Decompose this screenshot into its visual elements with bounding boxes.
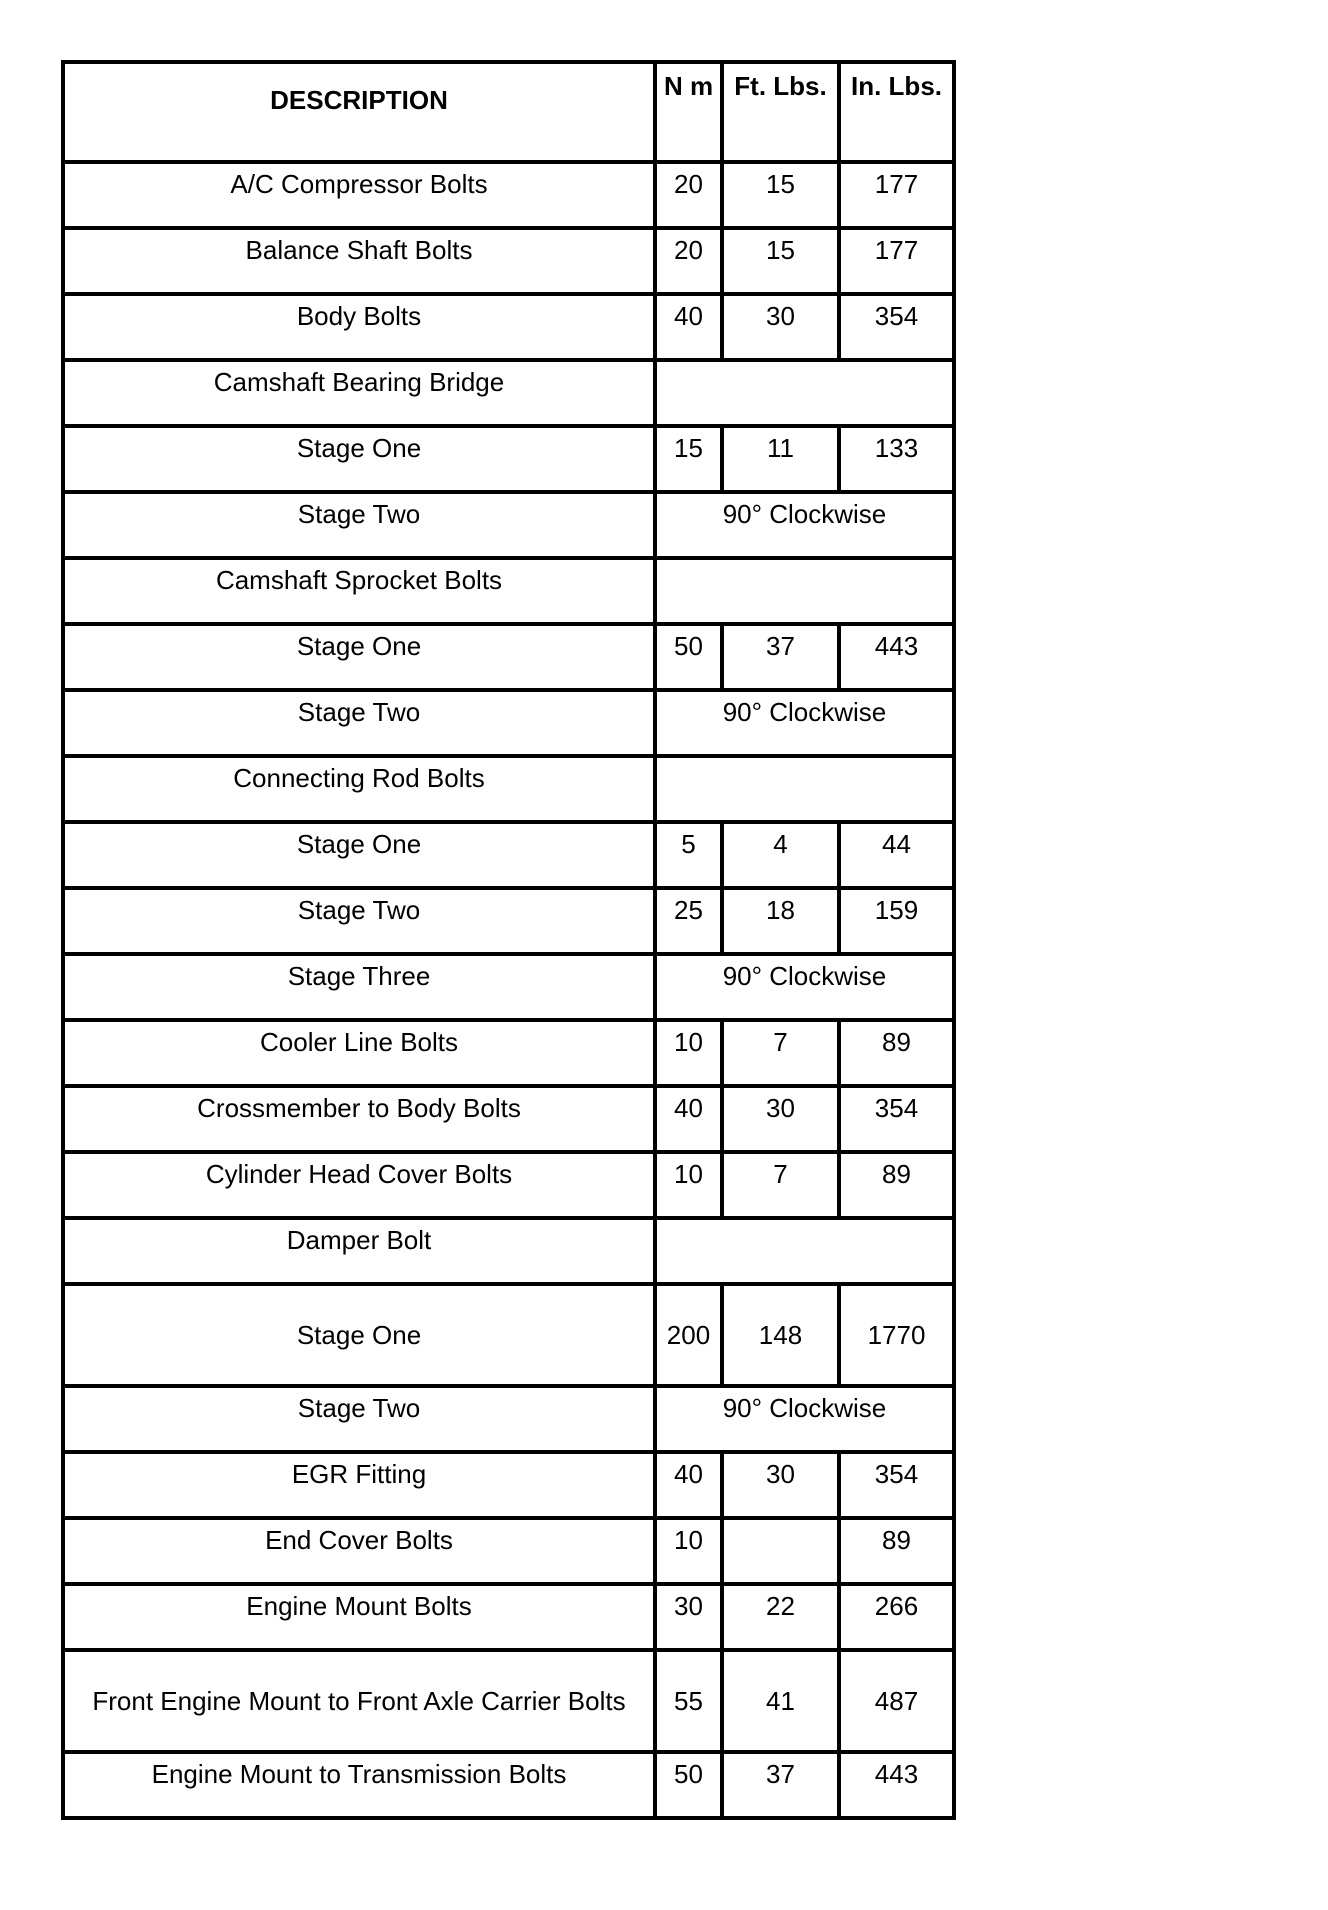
torque-angle-cell: 90° Clockwise bbox=[655, 954, 954, 1020]
description-cell: Stage One bbox=[63, 822, 655, 888]
torque-angle-cell: 90° Clockwise bbox=[655, 1386, 954, 1452]
in-lbs-cell: 354 bbox=[839, 1086, 954, 1152]
in-lbs-cell: 133 bbox=[839, 426, 954, 492]
table-row bbox=[63, 1284, 954, 1386]
nm-cell: 15 bbox=[655, 426, 722, 492]
nm-cell: 5 bbox=[655, 822, 722, 888]
nm-cell: 30 bbox=[655, 1584, 722, 1650]
ft-lbs-cell: 11 bbox=[722, 426, 839, 492]
in-lbs-cell: 44 bbox=[839, 822, 954, 888]
table-row bbox=[63, 1584, 954, 1650]
nm-cell: 10 bbox=[655, 1020, 722, 1086]
header-ft-lbs: Ft. Lbs. bbox=[722, 62, 839, 162]
in-lbs-cell: 1770 bbox=[839, 1284, 954, 1386]
table-row bbox=[63, 558, 954, 624]
nm-cell: 20 bbox=[655, 228, 722, 294]
table-row bbox=[63, 492, 954, 558]
description-cell: Cooler Line Bolts bbox=[63, 1020, 655, 1086]
nm-cell: 25 bbox=[655, 888, 722, 954]
table-row bbox=[63, 1020, 954, 1086]
header-nm: N m bbox=[655, 62, 722, 162]
in-lbs-cell: 89 bbox=[839, 1152, 954, 1218]
torque-specification-table bbox=[61, 60, 956, 1820]
in-lbs-cell: 354 bbox=[839, 1452, 954, 1518]
description-cell: Front Engine Mount to Front Axle Carrier Bolts bbox=[63, 1650, 655, 1752]
table-body bbox=[63, 162, 954, 1818]
table-row bbox=[63, 690, 954, 756]
ft-lbs-cell bbox=[722, 1518, 839, 1584]
empty-value-cell bbox=[655, 360, 954, 426]
table-row bbox=[63, 624, 954, 690]
nm-cell: 40 bbox=[655, 1452, 722, 1518]
table-row bbox=[63, 1452, 954, 1518]
ft-lbs-cell: 7 bbox=[722, 1020, 839, 1086]
table-row bbox=[63, 822, 954, 888]
nm-cell: 50 bbox=[655, 624, 722, 690]
description-cell: Camshaft Bearing Bridge bbox=[63, 360, 655, 426]
in-lbs-cell: 89 bbox=[839, 1518, 954, 1584]
in-lbs-cell: 266 bbox=[839, 1584, 954, 1650]
description-cell: Cylinder Head Cover Bolts bbox=[63, 1152, 655, 1218]
description-cell: Connecting Rod Bolts bbox=[63, 756, 655, 822]
ft-lbs-cell: 15 bbox=[722, 228, 839, 294]
in-lbs-cell: 177 bbox=[839, 228, 954, 294]
in-lbs-cell: 354 bbox=[839, 294, 954, 360]
ft-lbs-cell: 30 bbox=[722, 294, 839, 360]
description-cell: Stage One bbox=[63, 1284, 655, 1386]
table-row bbox=[63, 1086, 954, 1152]
description-cell: Stage Three bbox=[63, 954, 655, 1020]
ft-lbs-cell: 30 bbox=[722, 1452, 839, 1518]
header-in-lbs: In. Lbs. bbox=[839, 62, 954, 162]
empty-value-cell bbox=[655, 1218, 954, 1284]
ft-lbs-cell: 148 bbox=[722, 1284, 839, 1386]
description-cell: Damper Bolt bbox=[63, 1218, 655, 1284]
empty-value-cell bbox=[655, 756, 954, 822]
nm-cell: 40 bbox=[655, 294, 722, 360]
ft-lbs-cell: 30 bbox=[722, 1086, 839, 1152]
description-cell: EGR Fitting bbox=[63, 1452, 655, 1518]
table-row bbox=[63, 294, 954, 360]
in-lbs-cell: 177 bbox=[839, 162, 954, 228]
table-row bbox=[63, 1650, 954, 1752]
in-lbs-cell: 443 bbox=[839, 1752, 954, 1818]
description-cell: Stage Two bbox=[63, 690, 655, 756]
nm-cell: 50 bbox=[655, 1752, 722, 1818]
ft-lbs-cell: 37 bbox=[722, 1752, 839, 1818]
description-cell: Stage Two bbox=[63, 492, 655, 558]
table-row bbox=[63, 1518, 954, 1584]
description-cell: Stage One bbox=[63, 426, 655, 492]
ft-lbs-cell: 22 bbox=[722, 1584, 839, 1650]
ft-lbs-cell: 18 bbox=[722, 888, 839, 954]
ft-lbs-cell: 7 bbox=[722, 1152, 839, 1218]
table-row bbox=[63, 1386, 954, 1452]
table-header-row bbox=[63, 62, 954, 162]
description-cell: Camshaft Sprocket Bolts bbox=[63, 558, 655, 624]
nm-cell: 20 bbox=[655, 162, 722, 228]
torque-angle-cell: 90° Clockwise bbox=[655, 690, 954, 756]
ft-lbs-cell: 4 bbox=[722, 822, 839, 888]
table-row bbox=[63, 360, 954, 426]
table-row bbox=[63, 1752, 954, 1818]
empty-value-cell bbox=[655, 558, 954, 624]
table-row bbox=[63, 228, 954, 294]
nm-cell: 200 bbox=[655, 1284, 722, 1386]
description-cell: A/C Compressor Bolts bbox=[63, 162, 655, 228]
ft-lbs-cell: 37 bbox=[722, 624, 839, 690]
table-row bbox=[63, 756, 954, 822]
in-lbs-cell: 443 bbox=[839, 624, 954, 690]
nm-cell: 10 bbox=[655, 1152, 722, 1218]
in-lbs-cell: 89 bbox=[839, 1020, 954, 1086]
table-row bbox=[63, 1218, 954, 1284]
description-cell: Stage Two bbox=[63, 1386, 655, 1452]
table-row bbox=[63, 426, 954, 492]
description-cell: Crossmember to Body Bolts bbox=[63, 1086, 655, 1152]
table-row bbox=[63, 888, 954, 954]
nm-cell: 40 bbox=[655, 1086, 722, 1152]
description-cell: Stage One bbox=[63, 624, 655, 690]
header-description: DESCRIPTION bbox=[63, 62, 655, 162]
torque-angle-cell: 90° Clockwise bbox=[655, 492, 954, 558]
description-cell: Stage Two bbox=[63, 888, 655, 954]
table-row bbox=[63, 954, 954, 1020]
ft-lbs-cell: 15 bbox=[722, 162, 839, 228]
description-cell: Balance Shaft Bolts bbox=[63, 228, 655, 294]
description-cell: Body Bolts bbox=[63, 294, 655, 360]
table-row bbox=[63, 162, 954, 228]
table-row bbox=[63, 1152, 954, 1218]
ft-lbs-cell: 41 bbox=[722, 1650, 839, 1752]
nm-cell: 10 bbox=[655, 1518, 722, 1584]
description-cell: End Cover Bolts bbox=[63, 1518, 655, 1584]
in-lbs-cell: 487 bbox=[839, 1650, 954, 1752]
nm-cell: 55 bbox=[655, 1650, 722, 1752]
description-cell: Engine Mount Bolts bbox=[63, 1584, 655, 1650]
description-cell: Engine Mount to Transmission Bolts bbox=[63, 1752, 655, 1818]
in-lbs-cell: 159 bbox=[839, 888, 954, 954]
